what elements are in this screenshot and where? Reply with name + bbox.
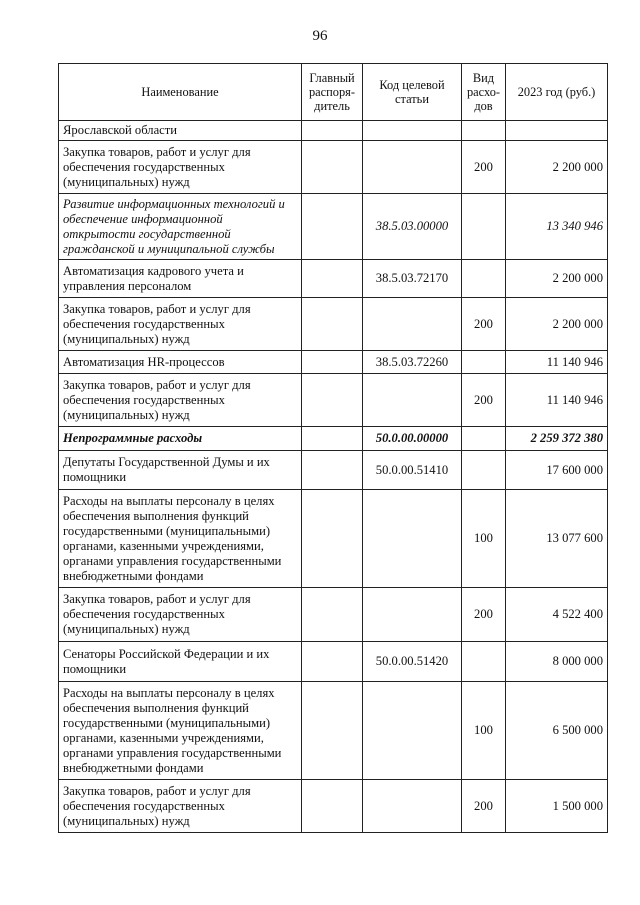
- row-amount-cell: 11 140 946: [506, 351, 608, 374]
- row-code-cell: [363, 141, 462, 194]
- table-body: [59, 121, 608, 833]
- table-row: [59, 427, 608, 451]
- row-name-cell: Закупка товаров, работ и услуг для обеспечения государственных (муниципальных) нужд: [59, 141, 302, 194]
- row-expense-type-cell: [462, 260, 506, 298]
- row-amount-cell: 13 340 946: [506, 194, 608, 260]
- row-expense-type-cell: 200: [462, 588, 506, 642]
- row-expense-type-cell: 100: [462, 490, 506, 588]
- header-chief-manager: Главный распоря-дитель: [302, 64, 363, 121]
- table-row: [59, 642, 608, 682]
- row-code-cell: [363, 682, 462, 780]
- row-name-cell: Автоматизация HR-процессов: [59, 351, 302, 374]
- row-expense-type-cell: 200: [462, 374, 506, 427]
- row-code-cell: [363, 490, 462, 588]
- row-manager-cell: [302, 141, 363, 194]
- row-manager-cell: [302, 780, 363, 833]
- row-amount-cell: 17 600 000: [506, 451, 608, 490]
- row-name-cell: Закупка товаров, работ и услуг для обеспечения государственных (муниципальных) нужд: [59, 588, 302, 642]
- page-number: 96: [312, 28, 328, 44]
- row-code-cell: [363, 121, 462, 141]
- row-manager-cell: [302, 588, 363, 642]
- header-name: Наименование: [59, 64, 302, 121]
- row-manager-cell: [302, 194, 363, 260]
- row-manager-cell: [302, 351, 363, 374]
- table-row: [59, 490, 608, 588]
- row-name-cell: Развитие информационных технологий и обеспечение информационной открытости государственной гражданской и муниципальной службы: [59, 194, 302, 260]
- row-amount-cell: 11 140 946: [506, 374, 608, 427]
- row-expense-type-cell: [462, 451, 506, 490]
- row-manager-cell: [302, 451, 363, 490]
- row-name-cell: Автоматизация кадрового учета и управления персоналом: [59, 260, 302, 298]
- row-manager-cell: [302, 490, 363, 588]
- row-amount-cell: 2 200 000: [506, 260, 608, 298]
- table-row: [59, 780, 608, 833]
- row-code-cell: 50.0.00.00000: [363, 427, 462, 451]
- row-code-cell: 38.5.03.72260: [363, 351, 462, 374]
- table-row: [59, 588, 608, 642]
- row-expense-type-cell: [462, 427, 506, 451]
- table-row: [59, 298, 608, 351]
- row-name-cell: Расходы на выплаты персоналу в целях обеспечения выполнения функций государственными (муниципальными) органами, казенными учреждениями, органами управления государственными внебюджетными фондами: [59, 490, 302, 588]
- row-amount-cell: 4 522 400: [506, 588, 608, 642]
- budget-table: [58, 63, 608, 833]
- row-name-cell: Закупка товаров, работ и услуг для обеспечения государственных (муниципальных) нужд: [59, 780, 302, 833]
- row-expense-type-cell: 100: [462, 682, 506, 780]
- row-manager-cell: [302, 682, 363, 780]
- row-name-cell: Непрограммные расходы: [59, 427, 302, 451]
- row-amount-cell: 2 200 000: [506, 141, 608, 194]
- header-target-code: Код целевой статьи: [363, 64, 462, 121]
- row-manager-cell: [302, 374, 363, 427]
- row-amount-cell: 2 259 372 380: [506, 427, 608, 451]
- row-code-cell: [363, 374, 462, 427]
- row-amount-cell: 1 500 000: [506, 780, 608, 833]
- row-manager-cell: [302, 260, 363, 298]
- row-code-cell: 50.0.00.51410: [363, 451, 462, 490]
- row-code-cell: 38.5.03.00000: [363, 194, 462, 260]
- row-name-cell: Сенаторы Российской Федерации и их помощники: [59, 642, 302, 682]
- table-header-row: [59, 64, 608, 121]
- table-row: [59, 260, 608, 298]
- row-code-cell: 50.0.00.51420: [363, 642, 462, 682]
- row-name-cell: Депутаты Государственной Думы и их помощники: [59, 451, 302, 490]
- row-name-cell: Закупка товаров, работ и услуг для обеспечения государственных (муниципальных) нужд: [59, 298, 302, 351]
- row-name-cell: Закупка товаров, работ и услуг для обеспечения государственных (муниципальных) нужд: [59, 374, 302, 427]
- header-expense-type: Вид расхо-дов: [462, 64, 506, 121]
- table-row: [59, 141, 608, 194]
- row-code-cell: 38.5.03.72170: [363, 260, 462, 298]
- row-code-cell: [363, 780, 462, 833]
- table-row: [59, 682, 608, 780]
- row-expense-type-cell: [462, 351, 506, 374]
- row-expense-type-cell: 200: [462, 780, 506, 833]
- row-manager-cell: [302, 642, 363, 682]
- row-name-cell: Расходы на выплаты персоналу в целях обеспечения выполнения функций государственными (муниципальными) органами, казенными учреждениями, органами управления государственными внебюджетными фондами: [59, 682, 302, 780]
- table-row: [59, 351, 608, 374]
- row-code-cell: [363, 298, 462, 351]
- row-manager-cell: [302, 298, 363, 351]
- row-expense-type-cell: 200: [462, 298, 506, 351]
- header-year: 2023 год (руб.): [506, 64, 608, 121]
- table-row: [59, 451, 608, 490]
- row-amount-cell: 8 000 000: [506, 642, 608, 682]
- row-manager-cell: [302, 121, 363, 141]
- row-code-cell: [363, 588, 462, 642]
- table-row: [59, 194, 608, 260]
- table-row: [59, 374, 608, 427]
- row-expense-type-cell: 200: [462, 141, 506, 194]
- row-expense-type-cell: [462, 194, 506, 260]
- row-amount-cell: 6 500 000: [506, 682, 608, 780]
- row-amount-cell: 2 200 000: [506, 298, 608, 351]
- row-amount-cell: [506, 121, 608, 141]
- row-manager-cell: [302, 427, 363, 451]
- row-name-cell: Ярославской области: [59, 121, 302, 141]
- row-expense-type-cell: [462, 642, 506, 682]
- row-amount-cell: 13 077 600: [506, 490, 608, 588]
- row-expense-type-cell: [462, 121, 506, 141]
- table-row: [59, 121, 608, 141]
